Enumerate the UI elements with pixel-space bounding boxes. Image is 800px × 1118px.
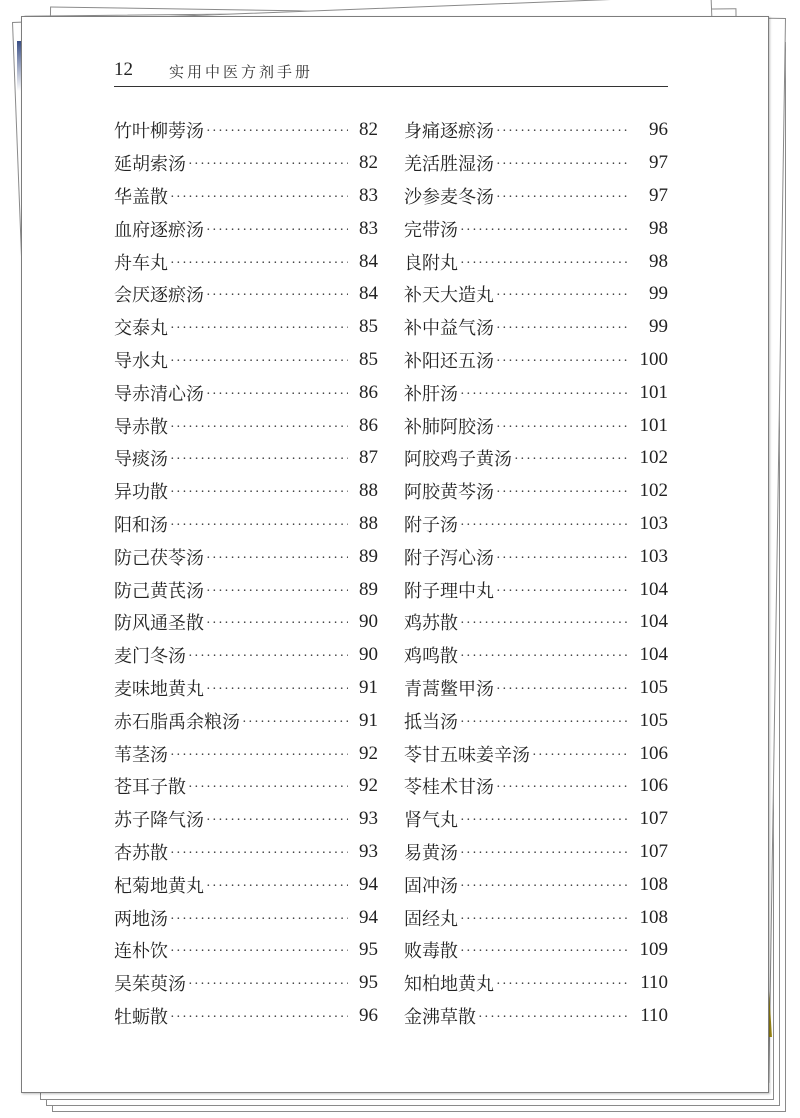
dot-leader: [478, 1010, 628, 1026]
dot-leader: [496, 354, 628, 370]
toc-entry[interactable]: [114, 147, 378, 180]
toc-entry-title: 补中益气汤: [404, 314, 496, 340]
toc-entry[interactable]: [404, 737, 668, 770]
toc-entry[interactable]: [114, 409, 378, 442]
toc-entry-page: 97: [649, 184, 668, 206]
dot-leader: [188, 977, 348, 993]
toc-entry-page: 89: [359, 578, 378, 600]
toc-entry[interactable]: [404, 212, 668, 245]
toc-entry[interactable]: [114, 344, 378, 377]
toc-entry-page: 96: [649, 119, 668, 141]
toc-entry-title: 交泰丸: [114, 314, 170, 340]
dot-leader: [170, 748, 348, 764]
dot-leader: [460, 912, 628, 928]
toc-entry[interactable]: [404, 573, 668, 606]
dot-leader: [206, 387, 348, 403]
toc-entry-page: 107: [639, 840, 668, 862]
dot-leader: [206, 124, 348, 140]
dot-leader: [496, 420, 628, 436]
dot-leader: [460, 223, 628, 239]
toc-entry[interactable]: [404, 934, 668, 967]
dot-leader: [460, 944, 628, 960]
toc-entry[interactable]: [404, 278, 668, 311]
dot-leader: [514, 452, 628, 468]
toc-entry-title: 附子理中丸: [404, 577, 496, 603]
toc-entry-page: 98: [649, 250, 668, 272]
toc-entry[interactable]: [114, 508, 378, 541]
toc-entry-page: 103: [639, 545, 668, 567]
toc-entry-title: 华盖散: [114, 183, 170, 209]
dot-leader: [170, 321, 348, 337]
toc-entry-title: 羌活胜湿汤: [404, 150, 496, 176]
toc-entry-title: 杞菊地黄丸: [114, 872, 206, 898]
toc-entry-page: 106: [639, 742, 668, 764]
toc-entry-page: 85: [359, 348, 378, 370]
toc-entry[interactable]: [114, 704, 378, 737]
dot-leader: [206, 813, 348, 829]
toc-entry-page: 106: [639, 775, 668, 797]
dot-leader: [460, 846, 628, 862]
dot-leader: [206, 288, 348, 304]
toc-entry[interactable]: [114, 540, 378, 573]
toc-entry[interactable]: [114, 376, 378, 409]
toc-entry-page: 83: [359, 217, 378, 239]
dot-leader: [242, 715, 348, 731]
dot-leader: [460, 387, 628, 403]
dot-leader: [170, 420, 348, 436]
toc-entry[interactable]: [114, 770, 378, 803]
dot-leader: [496, 288, 628, 304]
toc-entry[interactable]: [404, 803, 668, 836]
toc-entry-page: 110: [640, 972, 668, 994]
dot-leader: [496, 485, 628, 501]
toc-entry-page: 108: [639, 873, 668, 895]
toc-entry-title: 附子泻心汤: [404, 544, 496, 570]
toc-entry-page: 110: [640, 1004, 668, 1026]
toc-right-column: [404, 114, 668, 1032]
toc-entry-page: 87: [359, 447, 378, 469]
toc-entry-title: 导赤清心汤: [114, 380, 206, 406]
dot-leader: [460, 518, 628, 534]
toc-entry[interactable]: [114, 672, 378, 705]
toc-entry[interactable]: [404, 704, 668, 737]
toc-entry-title: 良附丸: [404, 249, 460, 275]
toc-entry[interactable]: [114, 212, 378, 245]
dot-leader: [206, 223, 348, 239]
dot-leader: [188, 649, 348, 665]
toc-entry-title: 延胡索汤: [114, 150, 188, 176]
toc-entry-title: 苍耳子散: [114, 773, 188, 799]
toc-entry[interactable]: [114, 278, 378, 311]
toc-entry[interactable]: [404, 967, 668, 1000]
toc-entry-title: 防己茯苓汤: [114, 544, 206, 570]
toc-entry-page: 105: [639, 709, 668, 731]
toc-entry-title: 导赤散: [114, 413, 170, 439]
toc-entry[interactable]: [404, 672, 668, 705]
toc-entry-page: 100: [639, 348, 668, 370]
toc-entry[interactable]: [404, 344, 668, 377]
toc-entry-title: 苓甘五味姜辛汤: [404, 741, 532, 767]
toc-left-column: [114, 114, 378, 1032]
toc-entry[interactable]: [114, 934, 378, 967]
toc-entry-page: 103: [639, 512, 668, 534]
toc-entry-page: 96: [359, 1004, 378, 1026]
toc-entry-page: 99: [649, 316, 668, 338]
toc-entry-title: 阳和汤: [114, 511, 170, 537]
dot-leader: [496, 157, 628, 173]
toc-entry-title: 沙参麦冬汤: [404, 183, 496, 209]
dot-leader: [496, 321, 628, 337]
book-title: 实用中医方剂手册: [169, 63, 314, 81]
toc-entry[interactable]: [114, 573, 378, 606]
toc-entry-page: 104: [639, 578, 668, 600]
dot-leader: [460, 813, 628, 829]
toc-entry-title: 鸡鸣散: [404, 642, 460, 668]
toc-entry-title: 麦味地黄丸: [114, 675, 206, 701]
dot-leader: [170, 518, 348, 534]
toc-entry-page: 105: [639, 676, 668, 698]
dot-leader: [460, 879, 628, 895]
dot-leader: [206, 682, 348, 698]
toc-entry[interactable]: [404, 442, 668, 475]
toc-entry[interactable]: [114, 245, 378, 278]
toc-entry-page: 90: [359, 611, 378, 633]
dot-leader: [496, 977, 628, 993]
dot-leader: [170, 944, 348, 960]
toc-entry[interactable]: [114, 1000, 378, 1033]
toc-entry[interactable]: [404, 147, 668, 180]
toc-entry-page: 101: [639, 414, 668, 436]
toc-entry-title: 易黄汤: [404, 839, 460, 865]
toc-entry-page: 104: [639, 644, 668, 666]
toc-entry[interactable]: [404, 639, 668, 672]
toc-entry[interactable]: [404, 836, 668, 869]
page-header: [114, 56, 668, 87]
dot-leader: [496, 551, 628, 567]
toc-entry-title: 两地汤: [114, 905, 170, 931]
dot-leader: [188, 780, 348, 796]
toc-entry-title: 肾气丸: [404, 806, 460, 832]
toc-entry-page: 107: [639, 808, 668, 830]
dot-leader: [460, 616, 628, 632]
toc-entry[interactable]: [114, 311, 378, 344]
toc-entry[interactable]: [114, 868, 378, 901]
dot-leader: [170, 912, 348, 928]
toc-entry[interactable]: [404, 1000, 668, 1033]
toc-entry-page: 92: [359, 742, 378, 764]
dot-leader: [170, 1010, 348, 1026]
dot-leader: [170, 256, 348, 272]
toc-entry-title: 赤石脂禹余粮汤: [114, 708, 242, 734]
toc-entry[interactable]: [404, 475, 668, 508]
dot-leader: [532, 748, 628, 764]
toc-entry-title: 苇茎汤: [114, 741, 170, 767]
toc-entry[interactable]: [404, 901, 668, 934]
toc-entry-title: 金沸草散: [404, 1003, 478, 1029]
toc-entry-page: 91: [359, 676, 378, 698]
toc-entry-title: 导痰汤: [114, 445, 170, 471]
toc-entry-title: 败毒散: [404, 937, 460, 963]
toc-entry-page: 90: [359, 644, 378, 666]
toc-entry-title: 青蒿鳖甲汤: [404, 675, 496, 701]
dot-leader: [206, 616, 348, 632]
toc-entry-page: 88: [359, 512, 378, 534]
toc-entry-title: 异功散: [114, 478, 170, 504]
dot-leader: [170, 846, 348, 862]
toc-entry-title: 防风通圣散: [114, 609, 206, 635]
toc-entry[interactable]: [114, 442, 378, 475]
toc-entry-page: 104: [639, 611, 668, 633]
dot-leader: [188, 157, 348, 173]
toc-entry-page: 86: [359, 381, 378, 403]
dot-leader: [460, 715, 628, 731]
toc-entry-page: 97: [649, 152, 668, 174]
toc-entry-title: 补阳还五汤: [404, 347, 496, 373]
toc-entry-title: 补肺阿胶汤: [404, 413, 496, 439]
toc-entry-title: 补天大造丸: [404, 281, 496, 307]
toc-entry-title: 血府逐瘀汤: [114, 216, 206, 242]
toc-entry-title: 苏子降气汤: [114, 806, 206, 832]
dot-leader: [496, 190, 628, 206]
toc-entry-title: 固经丸: [404, 905, 460, 931]
toc-entry[interactable]: [114, 967, 378, 1000]
dot-leader: [496, 682, 628, 698]
toc-entry-page: 95: [359, 939, 378, 961]
toc-entry-page: 84: [359, 250, 378, 272]
toc-entry[interactable]: [114, 180, 378, 213]
toc-entry-title: 舟车丸: [114, 249, 170, 275]
toc-entry-page: 95: [359, 972, 378, 994]
toc-entry-title: 抵当汤: [404, 708, 460, 734]
toc-entry-page: 89: [359, 545, 378, 567]
page-number: 12: [114, 59, 133, 80]
dot-leader: [170, 452, 348, 468]
toc-entry-title: 吴茱萸汤: [114, 970, 188, 996]
toc-entry-page: 98: [649, 217, 668, 239]
toc-entry[interactable]: [404, 409, 668, 442]
toc-entry-page: 109: [639, 939, 668, 961]
toc-entry-title: 知柏地黄丸: [404, 970, 496, 996]
toc-entry-title: 防己黄芪汤: [114, 577, 206, 603]
toc-entry-page: 91: [359, 709, 378, 731]
toc-entry[interactable]: [404, 540, 668, 573]
toc-entry-title: 阿胶黄芩汤: [404, 478, 496, 504]
toc-entry-title: 附子汤: [404, 511, 460, 537]
toc-entry[interactable]: [404, 245, 668, 278]
dot-leader: [206, 551, 348, 567]
toc-entry[interactable]: [404, 606, 668, 639]
toc-entry-page: 99: [649, 283, 668, 305]
toc-entry-page: 88: [359, 480, 378, 502]
toc-entry-title: 导水丸: [114, 347, 170, 373]
dot-leader: [206, 584, 348, 600]
toc-entry-page: 102: [639, 447, 668, 469]
dot-leader: [170, 354, 348, 370]
dot-leader: [496, 584, 628, 600]
toc-entry-page: 108: [639, 906, 668, 928]
dot-leader: [460, 649, 628, 665]
toc-entry-page: 82: [359, 119, 378, 141]
toc-entry[interactable]: [404, 114, 668, 147]
toc-entry-title: 连朴饮: [114, 937, 170, 963]
dot-leader: [460, 256, 628, 272]
toc-entry-title: 阿胶鸡子黄汤: [404, 445, 514, 471]
toc-entry[interactable]: [404, 868, 668, 901]
dot-leader: [170, 485, 348, 501]
dot-leader: [496, 124, 628, 140]
toc-entry-title: 身痛逐瘀汤: [404, 117, 496, 143]
toc-entry-page: 82: [359, 152, 378, 174]
toc-entry-page: 94: [359, 873, 378, 895]
toc-entry-title: 杏苏散: [114, 839, 170, 865]
toc-entry-page: 85: [359, 316, 378, 338]
toc-entry-page: 93: [359, 840, 378, 862]
toc-entry[interactable]: [404, 311, 668, 344]
toc-entry-page: 93: [359, 808, 378, 830]
toc-entry-page: 101: [639, 381, 668, 403]
toc-entry[interactable]: [114, 606, 378, 639]
dot-leader: [496, 780, 628, 796]
toc-entry[interactable]: [114, 114, 378, 147]
toc-entry-page: 83: [359, 184, 378, 206]
toc-entry-title: 完带汤: [404, 216, 460, 242]
toc-entry[interactable]: [404, 770, 668, 803]
toc-entry-title: 牡蛎散: [114, 1003, 170, 1029]
toc-entry[interactable]: [114, 737, 378, 770]
toc-entry-title: 麦门冬汤: [114, 642, 188, 668]
toc-entry[interactable]: [114, 475, 378, 508]
toc-entry-title: 苓桂术甘汤: [404, 773, 496, 799]
toc-entry-title: 补肝汤: [404, 380, 460, 406]
toc-entry-page: 86: [359, 414, 378, 436]
toc-entry[interactable]: [114, 639, 378, 672]
toc-entry-page: 102: [639, 480, 668, 502]
dot-leader: [170, 190, 348, 206]
toc-entry[interactable]: [404, 180, 668, 213]
toc-entry[interactable]: [114, 803, 378, 836]
toc-entry-page: 94: [359, 906, 378, 928]
toc-entry[interactable]: [404, 508, 668, 541]
toc-entry-title: 会厌逐瘀汤: [114, 281, 206, 307]
toc-entry-title: 竹叶柳蒡汤: [114, 117, 206, 143]
toc-entry-page: 84: [359, 283, 378, 305]
toc-entry[interactable]: [114, 836, 378, 869]
toc-entry[interactable]: [114, 901, 378, 934]
toc-entry-page: 92: [359, 775, 378, 797]
toc-entry[interactable]: [404, 376, 668, 409]
dot-leader: [206, 879, 348, 895]
toc-entry-title: 鸡苏散: [404, 609, 460, 635]
toc-entry-title: 固冲汤: [404, 872, 460, 898]
